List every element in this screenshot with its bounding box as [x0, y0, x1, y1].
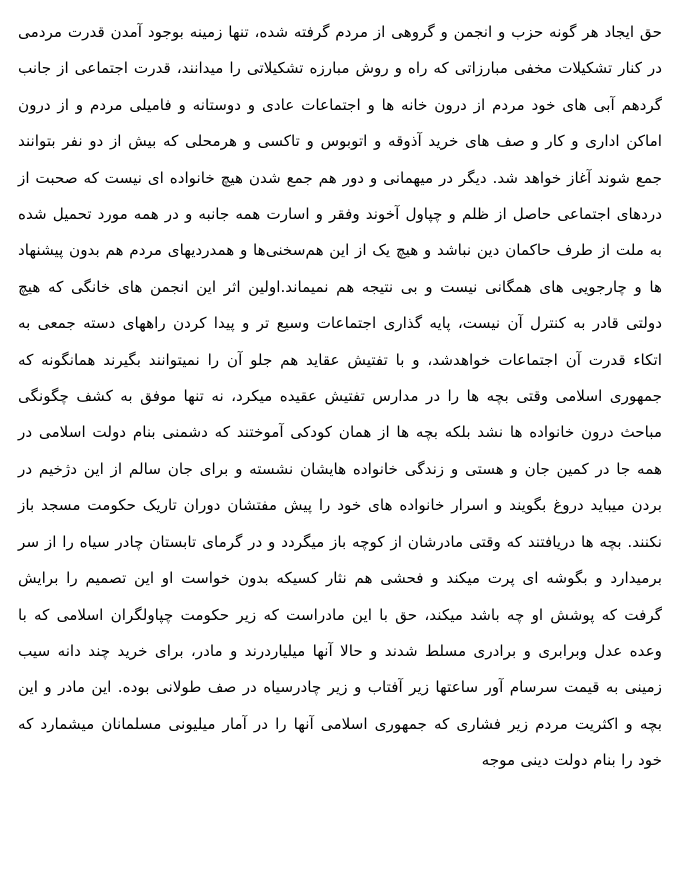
document-body [18, 14, 662, 779]
body-paragraph: حق ایجاد هر گونه حزب و انجمن و گروهی از مردم گرفته شده، تنها زمینه بوجود آمدن قدرت مردمی در کنار تشکیلات مخفی مبارزاتی که راه و روش مبارزه تشکیلاتی را میدانند، قدرت اجتماعی از جانب گردهم آبی های خود مردم از درون خانه ها و اجتماعات عادی و دوستانه و فامیلی مردم و از درون اماکن اداری و کار و صف های خرید آذوقه و اتوبوس و تاکسی و هرمحلی که بیش از دو نفر بتوانند جمع شوند آغاز خواهد شد. دیگر در میهمانی و دور هم جمع شدن هیچ خانواده ای نیست که صحبت از دردهای اجتماعی حاصل از ظلم و چپاول آخوند وفقر و اسارت همه جانبه و در همه مورد تحمیل شده به ملت از طرف حاکمان دین نباشد و هیچ یک از این هم‌سخنی‌ها و همدردیهای مردم هم بدون پیشنهاد ها و چارجویی های همگانی نیست و بی نتیجه هم نمیماند.اولین اثر این انجمن های خانگی که هیچ دولتی قادر به کنترل آن نیست، پایه گذاری اجتماعات وسیع تر و پیدا کردن راههای دسته جمعی به اتکاء قدرت آن اجتماعات خواهدشد، و با تفتیش عقاید هم جلو آن را نمیتوانند بگیرند همانگونه که جمهوری اسلامی وقتی بچه ها را در مدارس تفتیش عقیده میکرد، نه تنها موفق به کشف چگونگی مباحث درون خانواده ها نشد بلکه بچه ها از همان کودکی آموختند که دشمنی بنام دولت اسلامی در همه جا در کمین جان و هستی و زندگی خانواده هایشان نشسته و برای جان سالم از این دژخیم در بردن میباید دروغ بگویند و اسرار خانواده های خود را پیش مفتشان دوران تاریک حکومت مسجد باز نکنند. بچه ها دریافتند که وقتی مادرشان از کوچه باز میگردد و در گرمای تابستان چادر سیاه را از سر برمیدارد و بگوشه ای پرت میکند و فحشی هم نثار کسیکه بدون خواست او این تصمیم را برایش گرفت که پوشش او چه باشد میکند، حق با این مادراست که زیر حکومت چپاولگران اسلامی که با وعده عدل وبرابری و برادری مسلط شدند و حالا آنها میلیاردرند و مادر، برای خرید چند دانه سیب زمینی به قیمت سرسام آور ساعتها زیر آفتاب و زیر چادرسیاه در صف طولانی بوده. این مادر و این بچه و اکثریت مردم زیر فشاری که جمهوری اسلامی آنها را در آمار میلیونی مسلمانان میشمارد که خود را بنام دولت دینی موجه [18, 23, 662, 770]
